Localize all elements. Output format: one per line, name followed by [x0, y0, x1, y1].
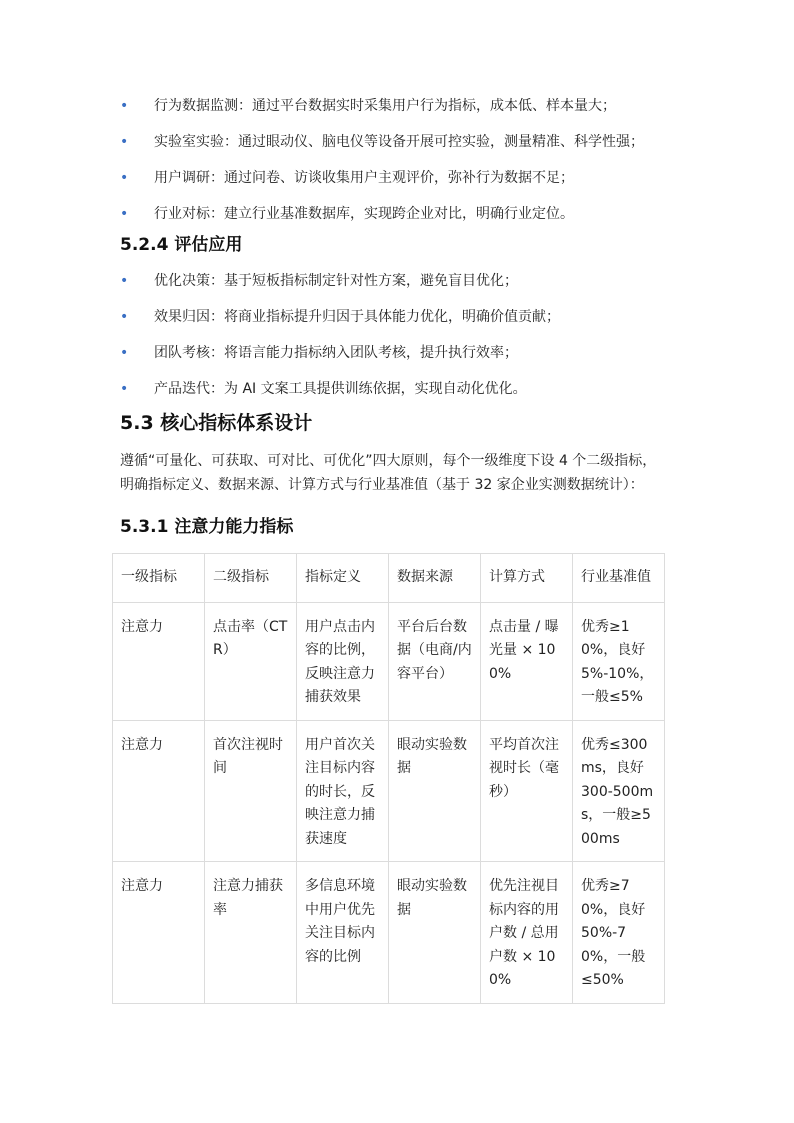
- table-cell: 平均首次注视时长（毫秒）: [481, 720, 573, 862]
- table-row: [113, 602, 665, 720]
- bullet-dot-icon: •: [120, 381, 129, 397]
- column-header: 指标定义: [297, 554, 389, 603]
- list-item-text: 优化决策：基于短板指标制定针对性方案，避免盲目优化；: [154, 273, 518, 289]
- section-heading-5-3: 5.3 核心指标体系设计: [120, 412, 313, 434]
- table-cell: 多信息环境中用户优先关注目标内容的比例: [297, 862, 389, 1004]
- table-cell: 注意力: [113, 862, 205, 1004]
- list-item-text: 用户调研：通过问卷、访谈收集用户主观评价，弥补行为数据不足；: [154, 170, 574, 186]
- column-header: 计算方式: [481, 554, 573, 603]
- section-heading-5-3-1: 5.3.1 注意力能力指标: [120, 517, 294, 537]
- section-heading-5-2-4: 5.2.4 评估应用: [120, 235, 243, 255]
- table-cell: 首次注视时间: [205, 720, 297, 862]
- table-cell: 平台后台数据（电商/内容平台）: [389, 602, 481, 720]
- intro-line: 遵循“可量化、可获取、可对比、可优化”四大原则，每个一级维度下设 4 个二级指标，: [120, 453, 657, 469]
- table-cell: 注意力捕获率: [205, 862, 297, 1004]
- column-header: 二级指标: [205, 554, 297, 603]
- list-item: [120, 132, 680, 168]
- bullet-dot-icon: •: [120, 170, 129, 186]
- bullet-dot-icon: •: [120, 273, 129, 289]
- list-item: [120, 168, 680, 204]
- table-cell: 用户首次关注目标内容的时长，反映注意力捕获速度: [297, 720, 389, 862]
- column-header: 行业基准值: [573, 554, 665, 603]
- table-cell: 眼动实验数据: [389, 862, 481, 1004]
- table-cell: 注意力: [113, 602, 205, 720]
- attention-metrics-table: [112, 553, 665, 1004]
- list-item-text: 行业对标：建立行业基准数据库，实现跨企业对比，明确行业定位。: [154, 206, 574, 222]
- bullet-dot-icon: •: [120, 134, 129, 150]
- table-cell: 点击率（CTR）: [205, 602, 297, 720]
- section-5-3-intro: [120, 449, 680, 497]
- list-item: [120, 307, 680, 343]
- list-item: [120, 271, 680, 307]
- bullet-dot-icon: •: [120, 206, 129, 222]
- list-item: [120, 343, 680, 379]
- table-cell: 优秀≥10%，良好 5%-10%，一般≤5%: [573, 602, 665, 720]
- list-item-text: 行为数据监测：通过平台数据实时采集用户行为指标，成本低、样本量大；: [154, 98, 616, 114]
- table-header-row: [113, 554, 665, 603]
- list-item-text: 实验室实验：通过眼动仪、脑电仪等设备开展可控实验，测量精准、科学性强；: [154, 134, 644, 150]
- table-cell: 优先注视目标内容的用户数 / 总用户数 × 100%: [481, 862, 573, 1004]
- table-cell: 用户点击内容的比例，反映注意力捕获效果: [297, 602, 389, 720]
- table-cell: 优秀≥70%，良好 50%-70%，一般≤50%: [573, 862, 665, 1004]
- data-collection-methods-list: [120, 96, 680, 240]
- list-item-text: 团队考核：将语言能力指标纳入团队考核，提升执行效率；: [154, 345, 518, 361]
- table-cell: 眼动实验数据: [389, 720, 481, 862]
- bullet-dot-icon: •: [120, 345, 129, 361]
- list-item: [120, 96, 680, 132]
- list-item-text: 效果归因：将商业指标提升归因于具体能力优化，明确价值贡献；: [154, 309, 560, 325]
- column-header: 数据来源: [389, 554, 481, 603]
- table-cell: 注意力: [113, 720, 205, 862]
- intro-line: 明确指标定义、数据来源、计算方式与行业基准值（基于 32 家企业实测数据统计）：: [120, 477, 644, 493]
- evaluation-applications-list: [120, 271, 680, 415]
- table-cell: 优秀≤300ms，良好 300-500ms，一般≥500ms: [573, 720, 665, 862]
- bullet-dot-icon: •: [120, 98, 129, 114]
- bullet-dot-icon: •: [120, 309, 129, 325]
- table-row: [113, 862, 665, 1004]
- list-item-text: 产品迭代：为 AI 文案工具提供训练依据，实现自动化优化。: [154, 381, 527, 397]
- table-row: [113, 720, 665, 862]
- table-cell: 点击量 / 曝光量 × 100%: [481, 602, 573, 720]
- column-header: 一级指标: [113, 554, 205, 603]
